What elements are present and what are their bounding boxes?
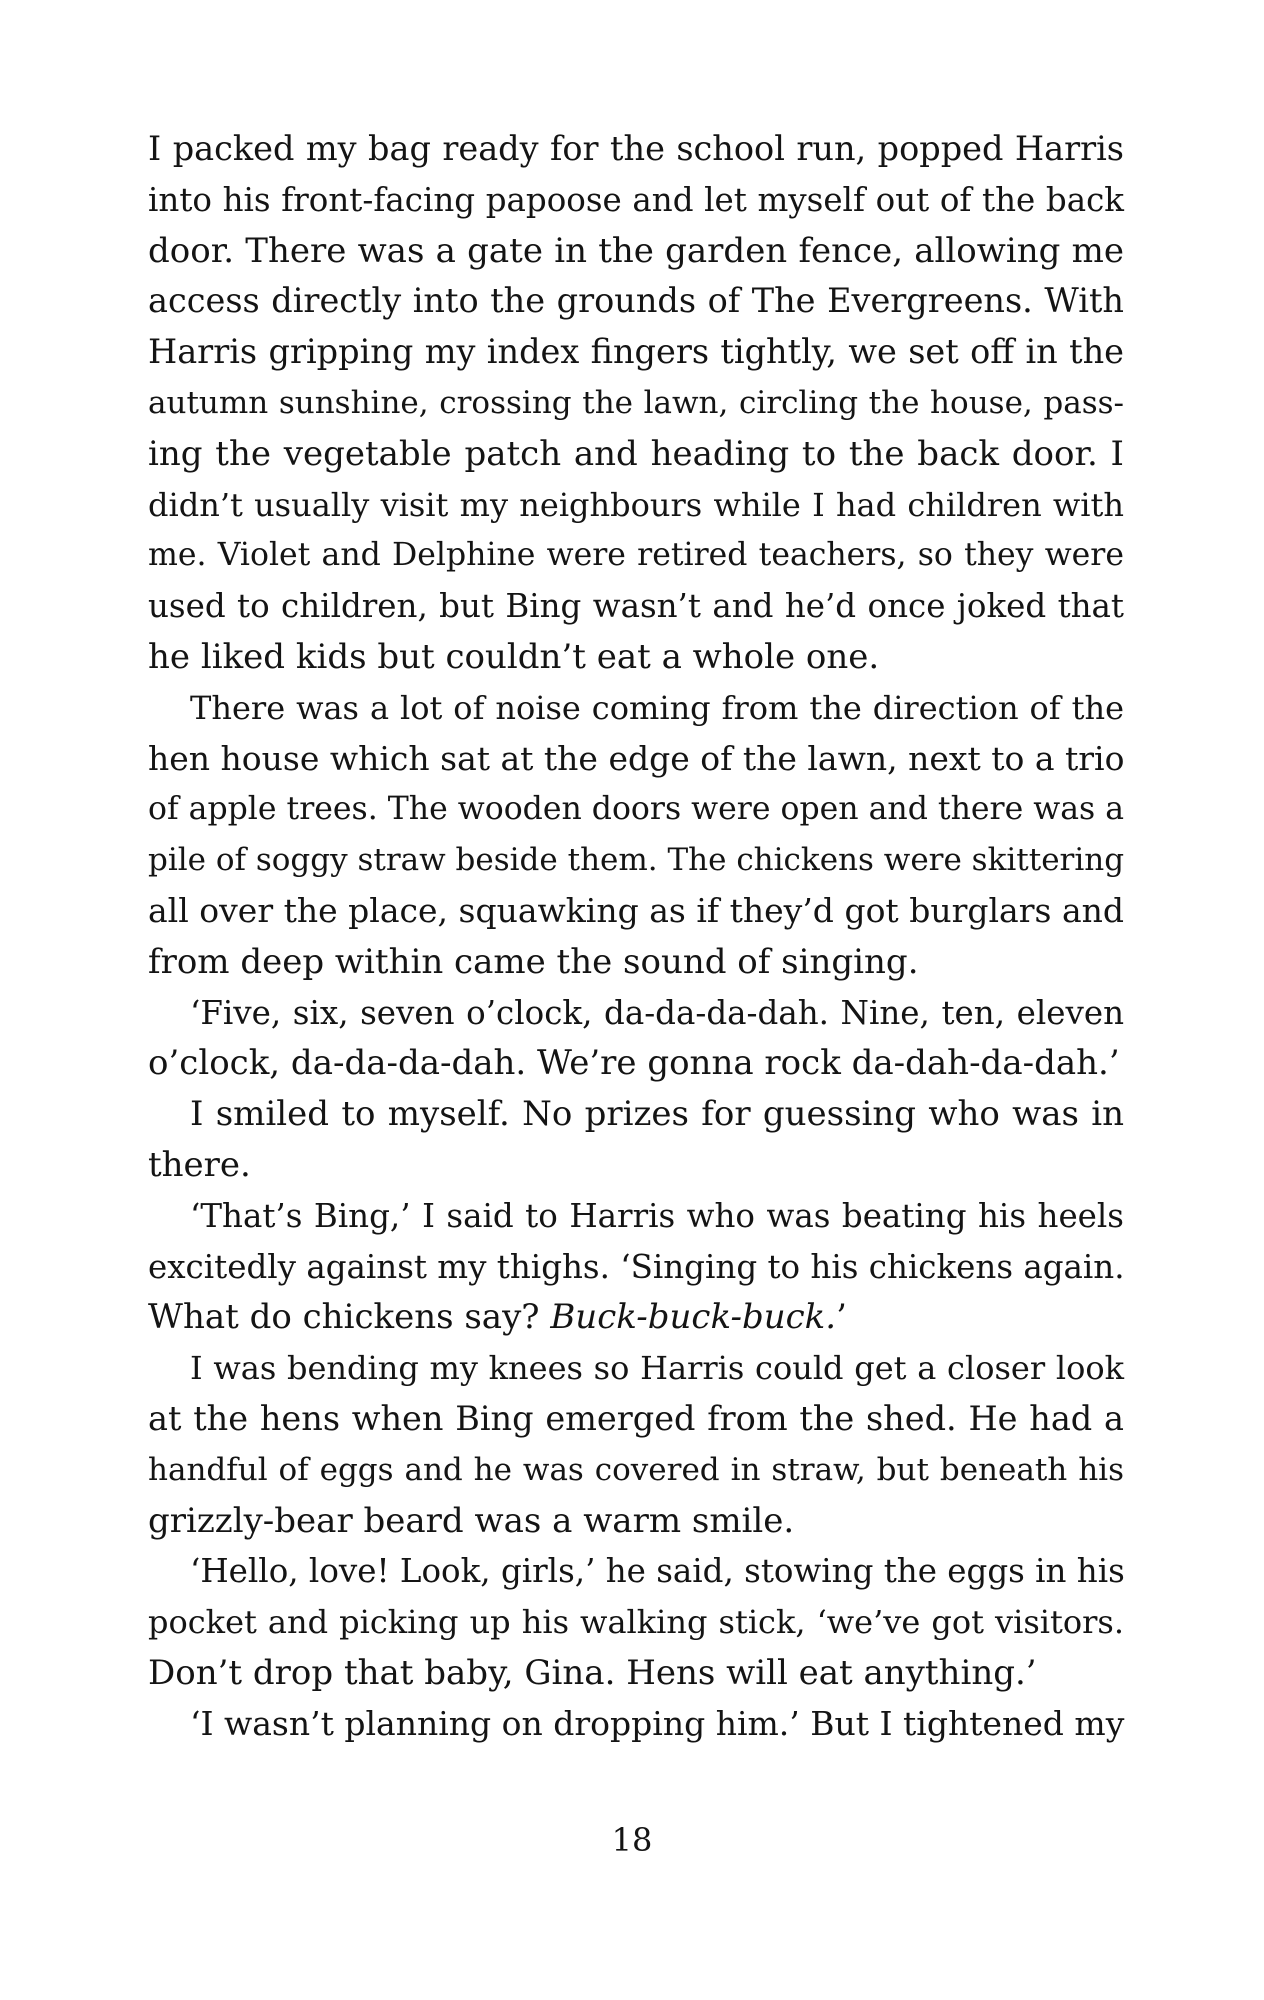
text-line: handful of eggs and he was covered in straw, but beneath his xyxy=(148,1451,1124,1488)
text-line xyxy=(148,1292,1124,1343)
text-line: at the hens when Bing emerged from the shed. He had a xyxy=(148,1398,1124,1438)
text-line: ‘I wasn’t planning on dropping him.’ But I tightened my xyxy=(190,1703,1125,1743)
text-line: excitedly against my thighs. ‘Singing to his chickens again. xyxy=(148,1247,1125,1286)
text-line: ‘Five, six, seven o’clock, da-da-da-dah. Nine, ten, eleven xyxy=(190,993,1124,1032)
text-line: o’clock, da-da-da-dah. We’re gonna rock da-dah-da-dah.’ xyxy=(148,1043,1120,1084)
text-line: I was bending my knees so Harris could get a closer look xyxy=(190,1349,1124,1388)
text-line: There was a lot of noise coming from the direction of the xyxy=(190,688,1124,727)
text-line: of apple trees. The wooden doors were open and there was a xyxy=(148,791,1124,828)
text-line: didn’t usually visit my neighbours while I had children with xyxy=(148,485,1124,524)
text-line: grizzly-bear beard was a warm smile. xyxy=(148,1500,795,1541)
text-line: I smiled to myself. No prizes for guessing who was in xyxy=(190,1094,1124,1135)
text-segment: What do chickens say? xyxy=(148,1297,540,1338)
text-line: autumn sunshine, crossing the lawn, circling the house, pass- xyxy=(148,384,1124,421)
text-line: all over the place, squawking as if they’d got burglars and xyxy=(148,890,1124,930)
page-number: 18 xyxy=(611,1821,653,1859)
text-line: used to children, but Bing wasn’t and he’d once joked that xyxy=(148,587,1124,626)
text-line: me. Violet and Delphine were retired teachers, so they were xyxy=(148,537,1124,574)
text-line: Don’t drop that baby, Gina. Hens will eat anything.’ xyxy=(148,1652,1037,1693)
text-line: ‘Hello, love! Look, girls,’ he said, stowing the eggs in his xyxy=(190,1552,1125,1591)
text-line: he liked kids but couldn’t eat a whole one. xyxy=(148,636,880,677)
text-line: ing the vegetable patch and heading to the back door. I xyxy=(148,433,1124,474)
text-line: pile of soggy straw beside them. The chickens were skittering xyxy=(148,842,1125,879)
text-line: from deep within came the sound of singing. xyxy=(148,941,919,982)
italic-text: Buck-buck-buck. xyxy=(539,1297,837,1338)
text-line: pocket and picking up his walking stick, ‘we’ve got visitors. xyxy=(148,1603,1124,1642)
text-line: access directly into the grounds of The Evergreens. With xyxy=(148,281,1124,321)
text-line: I packed my bag ready for the school run, popped Harris xyxy=(148,129,1124,168)
text-line: hen house which sat at the edge of the lawn, next to a trio xyxy=(148,738,1125,778)
text-line: into his front-facing papoose and let myself out of the back xyxy=(148,180,1124,219)
text-segment: ’ xyxy=(836,1297,847,1338)
text-line: ‘That’s Bing,’ I said to Harris who was beating his heels xyxy=(190,1196,1124,1235)
text-line: door. There was a gate in the garden fence, allowing me xyxy=(148,230,1124,271)
body-text xyxy=(148,124,1124,1750)
text-line: there. xyxy=(148,1144,251,1185)
text-line: Harris gripping my index fingers tightly, we set off in the xyxy=(148,332,1124,372)
